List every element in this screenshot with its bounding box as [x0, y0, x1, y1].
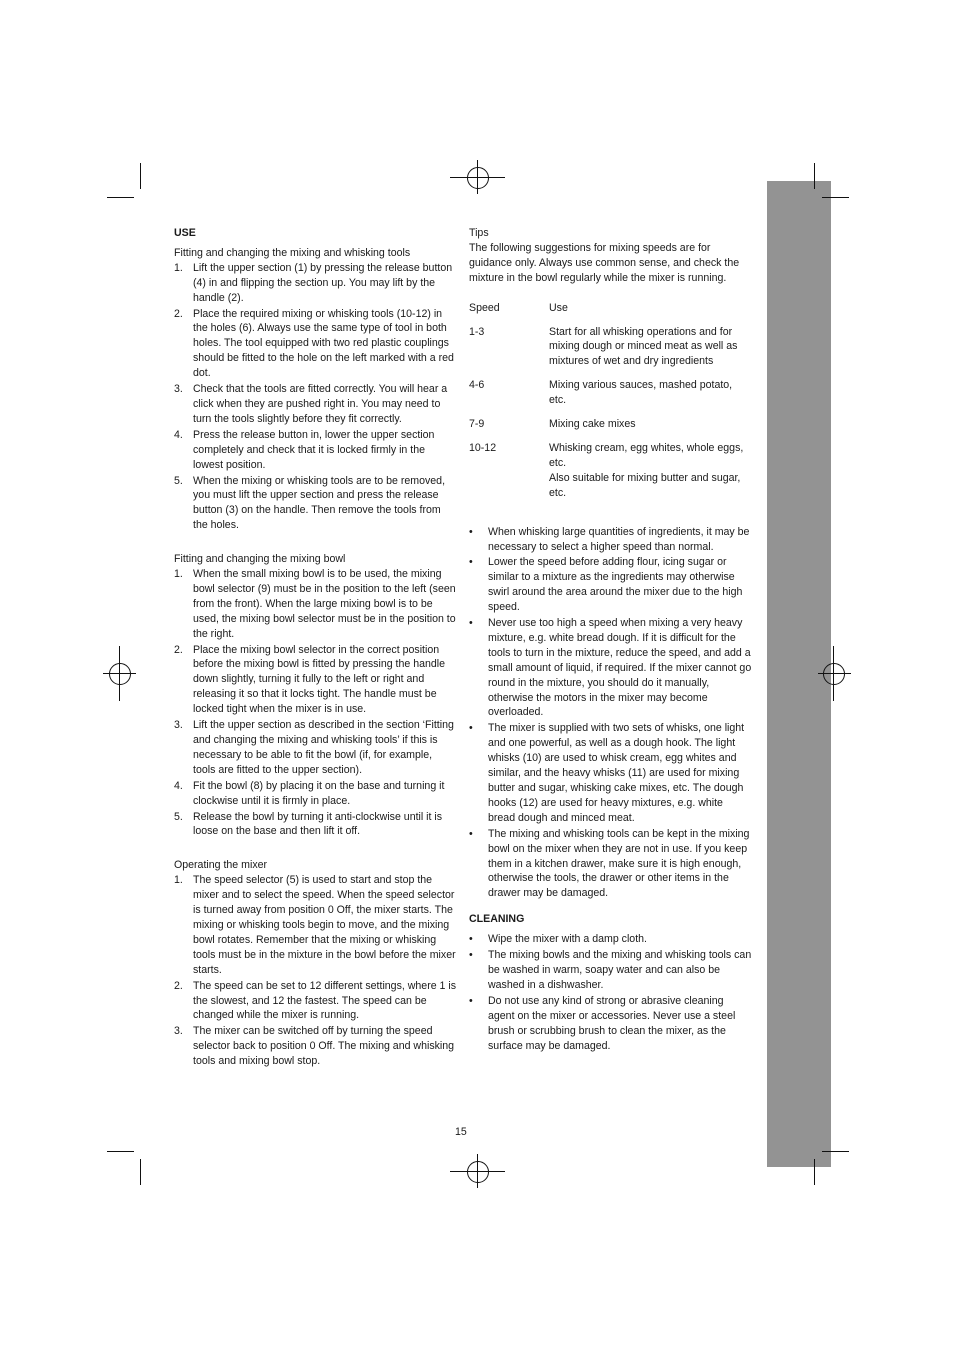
use-cell-line: Also suitable for mixing butter and sugar, etc.: [549, 471, 741, 499]
use-cell-line: Whisking cream, egg whites, whole eggs, etc.: [549, 441, 744, 469]
bullet-text: The mixing bowls and the mixing and whisking tools can be washed in warm, soapy water and can also be washed in a dishwasher.: [488, 949, 752, 991]
step-text: Place the required mixing or whisking tools (10-12) in the holes (6). Always use the same type of tool in both holes. The tool equipped with two red plastic couplings should be fitted to the hole on the left marked with a red dot.: [193, 307, 454, 380]
bullet: •: [469, 525, 473, 538]
step-text: The mixer can be switched off by turning the speed selector back to position 0 Off. The mixing and whisking tools and mixing bowl stop.: [193, 1025, 455, 1068]
bullet-text: Wipe the mixer with a damp cloth.: [488, 933, 647, 946]
bullet-text: The mixing and whisking tools can be kept in the mixing bowl on the mixer when they are not in use. If you keep them in a kitchen drawer, make sure it is high enough, otherwise the tools, the drawer or other items in the drawer may be damaged.: [488, 827, 750, 900]
list-item: [469, 721, 752, 825]
list-item: [174, 474, 457, 534]
fitting-tools-steps: [174, 261, 457, 533]
list-item: [174, 643, 457, 718]
step-number: 3.: [174, 719, 183, 732]
step-text: Lift the upper section (1) by pressing the release button (4) in and flipping the section up. You may lift by the handle (2).: [193, 261, 453, 304]
crop-mark: [814, 1159, 815, 1185]
fitting-tools-title: Fitting and changing the mixing and whisking tools: [174, 246, 411, 259]
use-heading: USE: [174, 227, 196, 239]
step-text: Place the mixing bowl selector in the correct position before the mixing bowl is fitted by pressing the handle down slightly, turning it fully to the left or right and releasing it so that it locks tight. The handle must be locked tight when the mixer is in use.: [193, 643, 446, 716]
use-column-header: Use: [549, 301, 568, 314]
list-item: [174, 873, 457, 977]
table-header-row: [469, 301, 752, 325]
registration-mark: [823, 663, 845, 685]
bullet: •: [469, 827, 473, 840]
table-row: [469, 417, 752, 441]
registration-line: [119, 646, 120, 701]
step-number: 3.: [174, 1025, 183, 1038]
step-number: 4.: [174, 428, 183, 441]
crop-mark: [140, 1159, 141, 1185]
tips-bullets: [469, 525, 752, 902]
crop-mark: [107, 1151, 134, 1152]
crop-mark: [140, 163, 141, 189]
bullet: •: [469, 994, 473, 1007]
speed-cell: 4-6: [469, 379, 485, 392]
crop-mark: [107, 197, 134, 198]
list-item: [174, 718, 457, 778]
speed-column-header: Speed: [469, 301, 500, 314]
list-item: [174, 1024, 457, 1069]
step-text: Check that the tools are fitted correctly. You will hear a click when they are pushed right in. You may need to turn the tools slightly before they fit correctly.: [193, 383, 448, 425]
list-item: [174, 979, 457, 1024]
left-column: [174, 226, 457, 1070]
bullet-text: The mixer is supplied with two sets of whisks, one light and one powerful, as well as a dough hook. The light whisks (10) are used to whisk cream, egg whites and similar, and the heavy whisks (11) are used for mixing butter and sugar, whisking cake mixes, etc. The dough hooks (12) are used for heavy mixtures, e.g. white bread dough and minced meat.: [488, 722, 745, 824]
list-item: [174, 307, 457, 382]
crop-mark: [814, 163, 815, 189]
table-row: [469, 325, 752, 379]
list-item: [174, 810, 457, 840]
registration-line: [477, 160, 478, 194]
bullet-text: Never use too high a speed when mixing a very heavy mixture, e.g. white bread dough. If it is difficult for the tools to turn in the mixture, reduce the speed, and add a small amount of liquid, if required. If the mixer cannot go round in the mixture, you should do it manually, otherwise the motors in the mixer may become overloaded.: [488, 617, 752, 719]
side-tab: [767, 181, 831, 1167]
step-number: 4.: [174, 779, 183, 792]
bullet: •: [469, 617, 473, 630]
list-item: [174, 779, 457, 809]
fitting-bowl-steps: [174, 567, 457, 839]
step-number: 1.: [174, 874, 183, 887]
list-item: [174, 428, 457, 473]
use-cell: Mixing cake mixes: [549, 418, 636, 431]
step-text: The speed can be set to 12 different settings, where 1 is the slowest, and 12 the fastest. The speed can be changed while the mixer is running.: [193, 979, 457, 1022]
list-item: [469, 932, 752, 947]
speed-cell: 10-12: [469, 441, 497, 454]
step-text: The speed selector (5) is used to start and stop the mixer and to select the speed. When the speed selector is turned away from position 0 Off, the mixer starts. The mixing or whisking tools begin to move, and the mixing bowl rotates. Remember that the mixing or whisking tools must be in the mixture in the bowl before the mixer starts.: [193, 874, 456, 976]
list-item: [174, 567, 457, 642]
fitting-bowl-title: Fitting and changing the mixing bowl: [174, 553, 346, 566]
speed-cell: 7-9: [469, 418, 485, 431]
registration-mark: [109, 663, 131, 685]
use-cell: Mixing various sauces, mashed potato, etc.: [549, 379, 733, 407]
step-text: When the small mixing bowl is to be used, the mixing bowl selector (9) must be in the position to the left (seen from the front). When the large mixing bowl is to be used, the mixing bowl selector must be in the position to the right.: [193, 568, 456, 640]
registration-mark: [467, 167, 489, 189]
table-row: [469, 378, 752, 417]
registration-line: [833, 646, 834, 701]
list-item: [174, 382, 457, 427]
list-item: [469, 555, 752, 615]
registration-mark: [467, 1161, 489, 1183]
tips-title: Tips: [469, 227, 489, 239]
list-item: [469, 948, 752, 993]
step-text: When the mixing or whisking tools are to be removed, you must lift the upper section and press the release button (3) on the handle. Then remove the tools from the holes.: [193, 474, 446, 532]
speed-table: [469, 301, 752, 510]
table-row: [469, 441, 752, 510]
step-text: Fit the bowl (8) by placing it on the base and turning it clockwise until it is firmly in place.: [193, 779, 445, 807]
registration-line: [477, 1154, 478, 1188]
step-number: 1.: [174, 568, 183, 581]
step-number: 5.: [174, 810, 183, 823]
bullet-text: When whisking large quantities of ingredients, it may be necessary to select a higher speed than normal.: [488, 525, 750, 553]
use-cell: [549, 441, 752, 510]
operating-title: Operating the mixer: [174, 859, 268, 872]
list-item: [469, 525, 752, 555]
step-number: 3.: [174, 383, 183, 396]
step-number: 2.: [174, 307, 183, 320]
registration-line: [818, 673, 851, 674]
crop-mark: [822, 1151, 849, 1152]
crop-mark: [822, 197, 849, 198]
bullet: •: [469, 556, 473, 569]
bullet: •: [469, 949, 473, 962]
step-number: 2.: [174, 643, 183, 656]
cleaning-heading: CLEANING: [469, 913, 525, 926]
bullet-text: Do not use any kind of strong or abrasive cleaning agent on the mixer or accessories. Never use a steel brush or scrubbing brush to clean the mixer, as the surface may be damaged.: [488, 994, 736, 1052]
operating-steps: [174, 873, 457, 1069]
step-number: 2.: [174, 979, 183, 992]
step-text: Press the release button in, lower the upper section completely and check that it is locked firmly in the lowest position.: [193, 428, 435, 471]
list-item: [469, 994, 752, 1054]
page-number: 15: [455, 1126, 467, 1138]
right-column: [469, 226, 752, 1054]
bullet-text: Lower the speed before adding flour, icing sugar or similar to a mixture as the ingredients may otherwise swirl around the area around the mixer due to the high speed.: [488, 556, 743, 614]
list-item: [469, 616, 752, 720]
bullet: •: [469, 933, 473, 946]
step-text: Release the bowl by turning it anti-clockwise until it is loose on the base and then lift it off.: [193, 810, 443, 838]
step-number: 5.: [174, 474, 183, 487]
tips-intro: The following suggestions for mixing speeds are for guidance only. Always use common sense, and check the mixture in the bowl regularly while the mixer is running.: [469, 241, 740, 284]
use-cell: Start for all whisking operations and for mixing dough or minced meat as well as mixtures of wet and dry ingredients: [549, 325, 738, 368]
cleaning-bullets: [469, 932, 752, 1053]
step-number: 1.: [174, 261, 183, 274]
list-item: [174, 261, 457, 306]
speed-cell: 1-3: [469, 325, 485, 338]
bullet: •: [469, 722, 473, 735]
step-text: Lift the upper section as described in the section ‘Fitting and changing the mixing and whisking tools’ if this is necessary to be able to fit the bowl (if, for example, tools are fitted to the upper section).: [193, 719, 454, 776]
list-item: [469, 827, 752, 902]
